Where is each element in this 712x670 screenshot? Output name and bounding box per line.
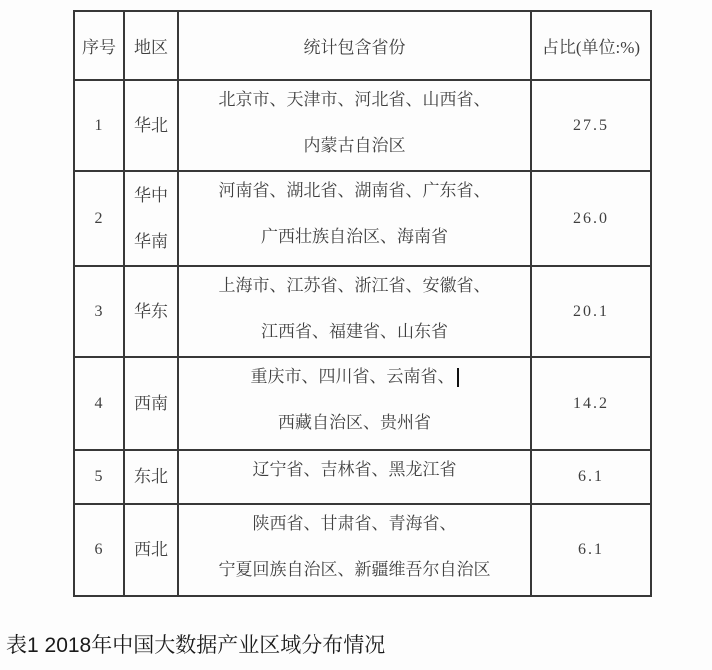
province-line-text: 重庆市、四川省、云南省、 [250,367,455,386]
cell-provinces[interactable] [178,80,531,171]
province-line: 宁夏回族自治区、新疆维吾尔自治区 [218,560,491,579]
table-row [74,266,651,357]
cell-region[interactable] [124,171,178,266]
cell-no[interactable]: 5 [74,450,124,504]
header-provinces: 统计包含省份 [178,11,531,80]
region-line: 华北 [134,115,168,135]
cell-region[interactable] [124,450,178,504]
cell-provinces[interactable] [178,504,531,596]
cell-no[interactable]: 2 [74,171,124,266]
table-row [74,80,651,171]
cell-region[interactable] [124,357,178,450]
region-line: 华南 [134,231,168,251]
header-region: 地区 [124,11,178,80]
province-line: 辽宁省、吉林省、黑龙江省 [252,460,457,479]
cell-region[interactable] [124,266,178,357]
text-cursor [457,368,459,387]
cell-provinces[interactable] [178,171,531,266]
province-line: 内蒙古自治区 [303,136,406,155]
cell-provinces[interactable] [178,450,531,504]
province-line: 西藏自治区、贵州省 [278,413,431,432]
cell-percent[interactable]: 27.5 [531,80,651,171]
distribution-table [73,10,652,597]
cell-region[interactable] [124,504,178,596]
cell-provinces[interactable] [178,357,531,450]
region-line: 西南 [134,393,168,413]
region-line: 华东 [134,301,168,321]
province-line: 上海市、江苏省、浙江省、安徽省、 [218,276,491,295]
cell-provinces[interactable] [178,266,531,357]
province-line: 河南省、湖北省、湖南省、广东省、 [218,181,491,200]
province-line: 广西壮族自治区、海南省 [261,227,448,246]
cell-percent[interactable]: 6.1 [531,504,651,596]
header-no: 序号 [74,11,124,80]
province-line: 北京市、天津市、河北省、山西省、 [218,90,491,109]
cell-no[interactable]: 1 [74,80,124,171]
province-line: 江西省、福建省、山东省 [261,322,448,341]
cell-no[interactable]: 3 [74,266,124,357]
header-percent: 占比(单位:%) [531,11,651,80]
cell-no[interactable]: 6 [74,504,124,596]
region-line: 西北 [134,540,168,559]
table-header-row [74,11,651,80]
cell-percent[interactable]: 6.1 [531,450,651,504]
cell-no[interactable]: 4 [74,357,124,450]
province-line: 陕西省、甘肃省、青海省、 [252,514,457,533]
cell-percent[interactable]: 20.1 [531,266,651,357]
table-row [74,450,651,504]
cell-region[interactable] [124,80,178,171]
province-line [179,363,530,391]
cell-percent[interactable]: 26.0 [531,171,651,266]
region-line: 华中 [134,185,168,205]
table-row [74,171,651,266]
cell-percent[interactable]: 14.2 [531,357,651,450]
region-line: 东北 [134,467,168,486]
table-caption: 表1 2018年中国大数据产业区域分布情况 [6,634,386,657]
table-row [74,357,651,450]
table-row [74,504,651,596]
